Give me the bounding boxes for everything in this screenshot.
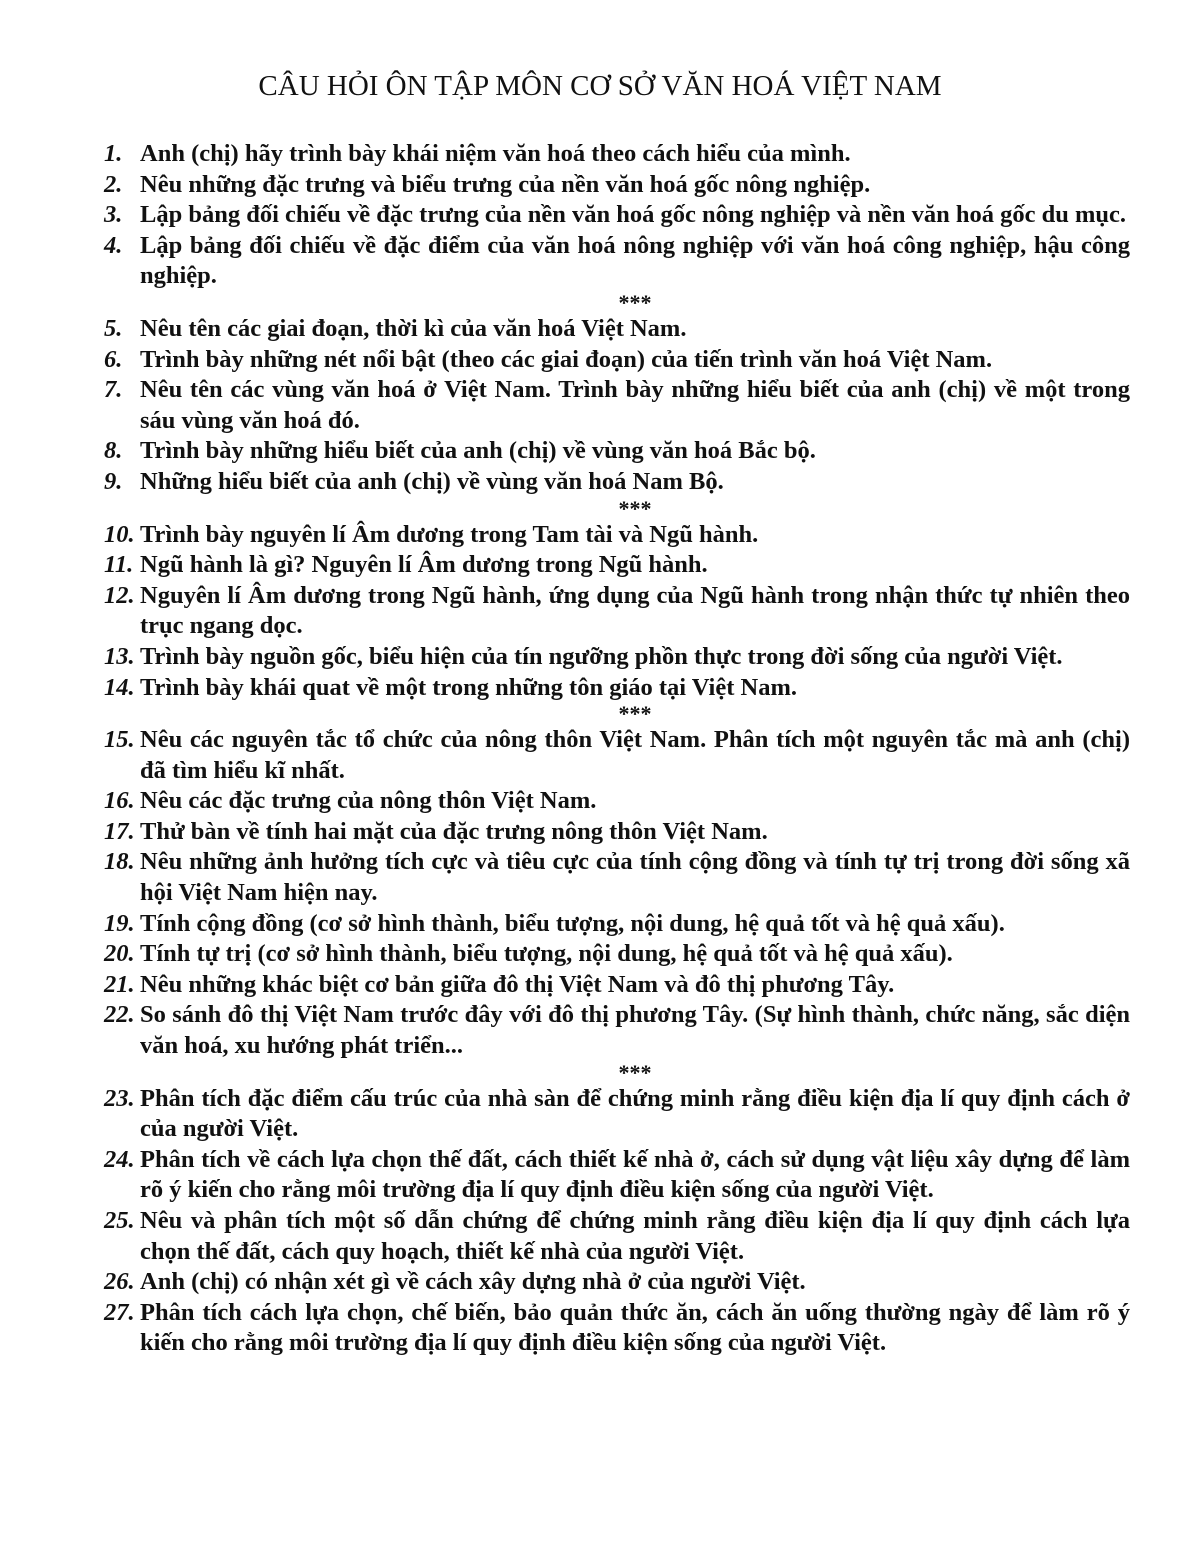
question-item [104,436,1130,467]
question-number: 14. [104,673,135,701]
question-text: Tính cộng đồng (cơ sở hình thành, biểu tượng, nội dung, hệ quả tốt và hệ quả xấu). [140,909,1005,937]
question-text: Phân tích cách lựa chọn, chế biến, bảo quản thức ăn, cách ăn uống thường ngày để làm rõ ý kiến cho rằng môi trường địa lí quy định điều kiện sống của người Việt. [140,1298,1130,1357]
question-text: Anh (chị) có nhận xét gì về cách xây dựng nhà ở của người Việt. [140,1268,806,1296]
question-text: So sánh đô thị Việt Nam trước đây với đô thị phương Tây. (Sự hình thành, chức năng, sắc diện văn hoá, xu hướng phát triển... [140,1001,1130,1060]
question-item [104,1084,1130,1145]
question-number: 22. [104,1001,135,1029]
question-text: Trình bày những nét nổi bật (theo các giai đoạn) của tiến trình văn hoá Việt Nam. [140,345,993,373]
question-item [104,817,1130,848]
question-item [104,725,1130,786]
question-text: Nêu và phân tích một số dẫn chứng để chứng minh rằng điều kiện địa lí quy định cách lựa chọn thế đất, cách quy hoạch, thiết kế nhà của người Việt. [140,1207,1130,1265]
question-number: 13. [104,642,135,670]
question-text: Nêu các nguyên tắc tổ chức của nông thôn Việt Nam. Phân tích một nguyên tắc mà anh (chị) đã tìm hiểu kĩ nhất. [140,726,1130,784]
question-text: Tính tự trị (cơ sở hình thành, biểu tượng, nội dung, hệ quả tốt và hệ quả xấu). [140,940,953,968]
question-number: 23. [104,1084,135,1112]
question-number: 16. [104,787,135,815]
question-text: Nêu tên các giai đoạn, thời kì của văn hoá Việt Nam. [140,314,687,342]
question-text: Ngũ hành là gì? Nguyên lí Âm dương trong Ngũ hành. [140,551,708,579]
question-number: 15. [104,726,135,754]
question-item [104,1267,1130,1298]
question-item [104,786,1130,817]
question-text: Trình bày khái quat về một trong những tôn giáo tại Việt Nam. [140,673,798,701]
question-number: 17. [104,817,135,845]
question-text: Phân tích đặc điểm cấu trúc của nhà sàn để chứng minh rằng điều kiện địa lí quy định cách ở của người Việt. [140,1084,1130,1143]
question-item [104,909,1130,940]
question-item [104,939,1130,970]
question-number: 21. [104,970,135,998]
question-item [104,170,1130,201]
question-number: 27. [104,1298,135,1326]
question-number: 7. [104,376,123,404]
question-number: 1. [104,140,123,167]
question-item [104,1298,1130,1359]
question-item [104,345,1130,376]
question-text: Trình bày nguồn gốc, biểu hiện của tín ngưỡng phồn thực trong đời sống của người Việt. [140,642,1063,670]
question-item [104,550,1130,581]
question-item [104,581,1130,642]
section-separator: *** [618,495,652,521]
question-text: Nêu tên các vùng văn hoá ở Việt Nam. Trình bày những hiểu biết của anh (chị) về một trong sáu vùng văn hoá đó. [140,376,1130,434]
question-item [104,314,1130,345]
question-number: 11. [104,551,134,579]
question-text: Nguyên lí Âm dương trong Ngũ hành, ứng dụng của Ngũ hành trong nhận thức tự nhiên theo trục ngang dọc. [140,581,1130,640]
question-item [104,231,1130,292]
section-separator: *** [618,1059,652,1085]
question-number: 26. [104,1268,135,1296]
section-separator: *** [618,701,652,727]
question-item [104,375,1130,436]
question-number: 25. [104,1207,135,1234]
question-number: 3. [104,201,123,229]
question-text: Lập bảng đối chiếu về đặc trưng của nền văn hoá gốc nông nghiệp và nền văn hoá gốc du mục. [140,201,1127,229]
question-item [104,1206,1130,1267]
page-title: CÂU HỎI ÔN TẬP MÔN CƠ SỞ VĂN HOÁ VIỆT NAM [258,70,942,102]
question-text: Nêu những khác biệt cơ bản giữa đô thị Việt Nam và đô thị phương Tây. [140,970,895,998]
question-text: Những hiểu biết của anh (chị) về vùng văn hoá Nam Bộ. [140,467,724,495]
question-number: 19. [104,909,135,937]
question-number: 24. [104,1145,135,1173]
question-text: Trình bày nguyên lí Âm dương trong Tam tài và Ngũ hành. [140,520,759,548]
section-separator: *** [618,289,652,315]
question-item [104,467,1130,498]
question-text: Nêu các đặc trưng của nông thôn Việt Nam. [140,787,597,815]
question-item [104,970,1130,1001]
question-item [104,847,1130,908]
question-list [104,139,1130,1359]
question-text: Nêu những ảnh hưởng tích cực và tiêu cực của tính cộng đồng và tính tự trị trong đời sống xã hội Việt Nam hiện nay. [140,848,1130,907]
question-number: 10. [104,520,135,548]
question-item [104,642,1130,673]
question-item [104,200,1130,231]
question-number: 9. [104,467,123,495]
question-text: Trình bày những hiểu biết của anh (chị) về vùng văn hoá Bắc bộ. [140,437,816,465]
question-number: 5. [104,314,123,342]
question-number: 8. [104,437,123,465]
question-item [104,673,1130,704]
question-number: 4. [104,231,123,259]
question-text: Phân tích về cách lựa chọn thế đất, cách thiết kế nhà ở, cách sử dụng vật liệu xây dựng để làm rõ ý kiến cho rằng môi trường địa lí quy định điều kiện sống của người Việt. [140,1145,1130,1204]
question-item [104,520,1130,551]
question-text: Anh (chị) hãy trình bày khái niệm văn hoá theo cách hiểu của mình. [140,140,851,167]
question-number: 2. [104,170,123,198]
question-item [104,1145,1130,1206]
question-text: Lập bảng đối chiếu về đặc điểm của văn hoá nông nghiệp với văn hoá công nghiệp, hậu công nghiệp. [140,231,1130,290]
question-text: Nêu những đặc trưng và biểu trưng của nền văn hoá gốc nông nghiệp. [140,170,871,198]
question-number: 18. [104,848,135,876]
question-number: 12. [104,581,135,609]
question-item [104,139,1130,170]
question-number: 6. [104,345,123,373]
question-item [104,1000,1130,1061]
question-number: 20. [104,940,135,968]
question-text: Thử bàn về tính hai mặt của đặc trưng nông thôn Việt Nam. [140,817,768,845]
